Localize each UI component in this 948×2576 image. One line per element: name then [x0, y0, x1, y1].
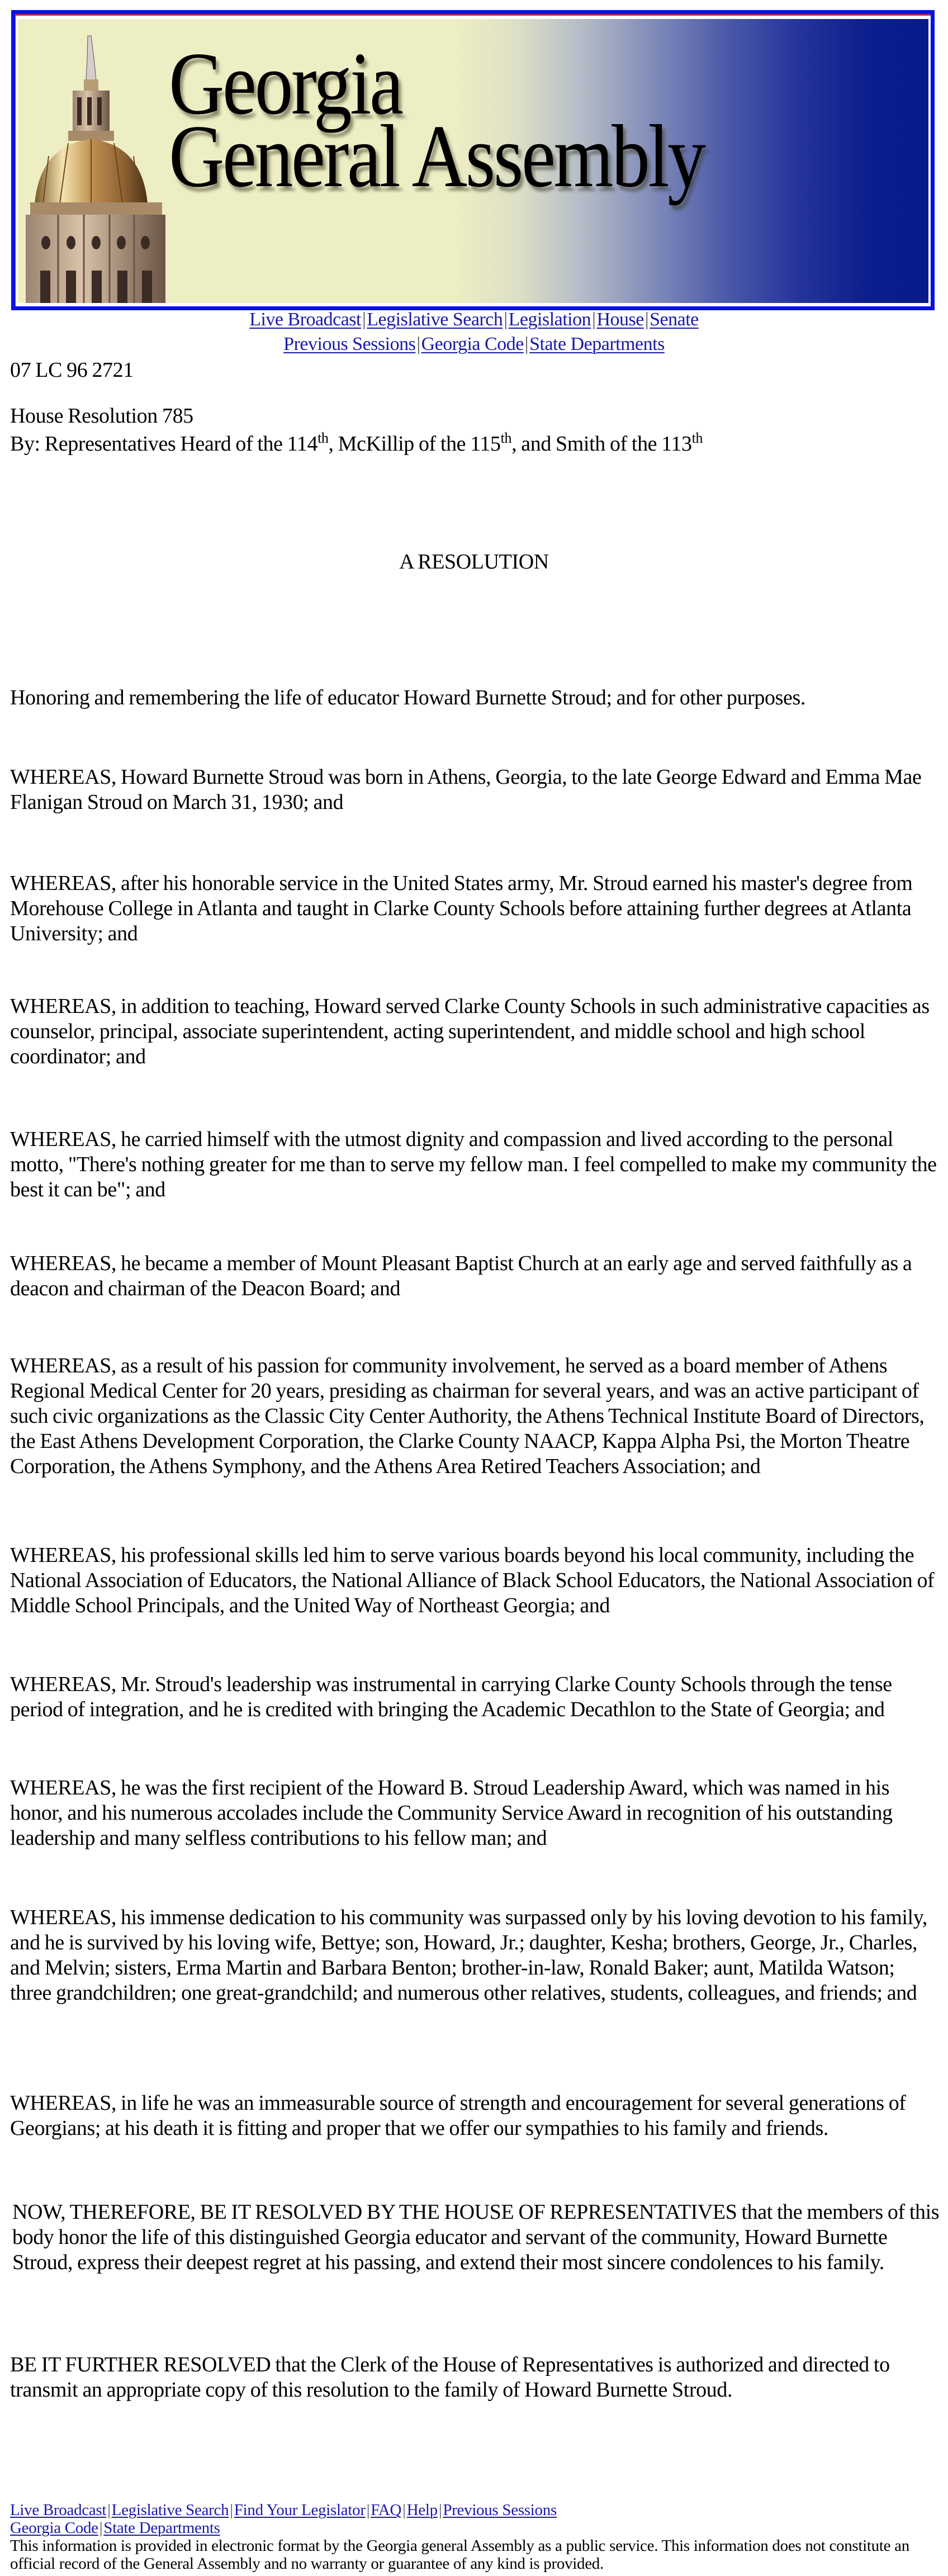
nav-separator: |: [362, 309, 366, 330]
sponsors-text: , and Smith of the 113: [511, 432, 692, 456]
footer-separator: |: [99, 2519, 103, 2537]
whereas-clause: WHEREAS, his professional skills led him to serve various boards beyond his local community, including the National Association of Educators, the National Alliance of Black School Educators, the National Association of Middle School Principals, and the United Way of Northeast Georgia; and: [10, 1543, 935, 1617]
banner-background: [18, 19, 928, 303]
footer-separator: |: [107, 2501, 111, 2519]
nav-separator: |: [592, 309, 596, 330]
footer-state-departments[interactable]: State Departments: [103, 2519, 220, 2537]
whereas-clause: WHEREAS, his immense dedication to his community was surpassed only by his loving devotion to his family, and he is survived by his loving wife, Bettye; son, Howard, Jr.; daughter, Kesha; brothers, George, Jr., Charles, and Melvin; sisters, Erma Martin and Barbara Benton; brother-in-law, Ronald Baker; aunt, Matilda Watson; three grandchildren; one great-grandchild; and numerous other relatives, students, colleagues, and friends; and: [10, 1906, 927, 2005]
nav-senate[interactable]: Senate: [650, 309, 699, 330]
nav-state-departments[interactable]: State Departments: [529, 334, 665, 354]
site-banner: [11, 10, 935, 310]
resolved-clause: NOW, THEREFORE, BE IT RESOLVED BY THE HOUSE OF REPRESENTATIVES that the members of this body honor the life of this distinguished Georgia educator and servant of the community, Howard Burnette Stroud, express their deepest regret at his passing, and extend their most sincere condolences to his family.: [12, 2200, 940, 2274]
nav-separator: |: [644, 309, 649, 330]
resolution-caption: Honoring and remembering the life of educator Howard Burnette Stroud; and for other purposes.: [10, 686, 805, 709]
whereas-clause: WHEREAS, in life he was an immeasurable source of strength and encouragement for several generations of Georgians; at his death it is fitting and proper that we offer our sympathies to his family and friends.: [10, 2091, 906, 2140]
whereas-clause: WHEREAS, in addition to teaching, Howard served Clarke County Schools in such administrative capacities as counselor, principal, associate superintendent, acting superintendent, and middle school and high school coordinator; and: [10, 995, 930, 1068]
further-resolved-clause: BE IT FURTHER RESOLVED that the Clerk of the House of Representatives is authorized and directed to transmit an appropriate copy of this resolution to the family of Howard Burnette Stroud.: [10, 2353, 890, 2402]
top-nav-row2: [0, 333, 948, 356]
nav-separator: |: [504, 309, 508, 330]
footer-live-broadcast[interactable]: Live Broadcast: [10, 2501, 107, 2519]
footer-nav-row1: [10, 2501, 938, 2519]
footer-separator: |: [438, 2501, 442, 2519]
site-title-line1: Georgia: [169, 34, 402, 133]
nav-house[interactable]: House: [596, 309, 644, 330]
bill-number: House Resolution 785: [10, 404, 193, 428]
site-title-line2: General Assembly: [169, 106, 704, 206]
footer-nav-row2: [10, 2519, 938, 2537]
nav-separator: |: [524, 334, 529, 354]
footer: [10, 2501, 938, 2573]
footer-separator: |: [230, 2501, 233, 2519]
top-nav-row1: [0, 309, 948, 331]
site-title: [169, 34, 704, 206]
footer-georgia-code[interactable]: Georgia Code: [10, 2519, 98, 2537]
banner-frame: [15, 14, 931, 306]
whereas-clause: WHEREAS, as a result of his passion for community involvement, he served as a board member of Athens Regional Medical Center for 20 years, presiding as chairman for several years, and was an active participant of such civic organizations as the Classic City Center Authority, the Athens Technical Institute Board of Directors, the East Athens Development Corporation, the Clarke County NAACP, Kappa Alpha Psi, the Morton Theatre Corporation, the Athens Symphony, and the Athens Area Retired Teachers Association; and: [10, 1354, 925, 1478]
nav-previous-sessions[interactable]: Previous Sessions: [283, 334, 416, 354]
nav-legislative-search[interactable]: Legislative Search: [367, 309, 503, 330]
ordinal-suffix: th: [691, 430, 703, 446]
whereas-clause: WHEREAS, he became a member of Mount Pleasant Baptist Church at an early age and served faithfully as a deacon and chairman of the Deacon Board; and: [10, 1252, 912, 1300]
nav-georgia-code[interactable]: Georgia Code: [421, 334, 524, 354]
capitol-dome-icon: [18, 19, 186, 303]
footer-previous-sessions[interactable]: Previous Sessions: [443, 2501, 557, 2519]
whereas-clause: WHEREAS, Howard Burnette Stroud was born in Athens, Georgia, to the late George Edward and Emma Mae Flanigan Stroud on March 31, 1930; and: [10, 765, 922, 814]
sponsors-text: By: Representatives Heard of the 114: [10, 432, 318, 456]
footer-faq[interactable]: FAQ: [371, 2501, 402, 2519]
footer-separator: |: [366, 2501, 370, 2519]
footer-legislative-search[interactable]: Legislative Search: [111, 2501, 229, 2519]
footer-find-your-legislator[interactable]: Find Your Legislator: [234, 2501, 366, 2519]
sponsors-text: , McKillip of the 115: [328, 432, 501, 456]
nav-legislation[interactable]: Legislation: [508, 309, 591, 330]
nav-separator: |: [416, 334, 420, 354]
footer-help[interactable]: Help: [406, 2501, 438, 2519]
nav-live-broadcast[interactable]: Live Broadcast: [249, 309, 361, 330]
ordinal-suffix: th: [317, 430, 329, 446]
ordinal-suffix: th: [500, 430, 512, 446]
whereas-clause: WHEREAS, after his honorable service in the United States army, Mr. Stroud earned his master's degree from Morehouse College in Atlanta and taught in Clarke County Schools before attaining further degrees at Atlanta University; and: [10, 872, 913, 945]
document-code: 07 LC 96 2721: [10, 358, 134, 382]
sponsors-line: [10, 432, 939, 457]
resolution-heading: A RESOLUTION: [399, 550, 549, 574]
whereas-clause: WHEREAS, he was the first recipient of the Howard B. Stroud Leadership Award, which was named in his honor, and his numerous accolades include the Community Service Award in recognition of his outstanding leadership and many selfless contributions to his fellow man; and: [10, 1776, 893, 1850]
footer-separator: |: [402, 2501, 406, 2519]
whereas-clause: WHEREAS, Mr. Stroud's leadership was instrumental in carrying Clarke County Schools through the tense period of integration, and he is credited with bringing the Academic Decathlon to the State of Georgia; and: [10, 1673, 892, 1721]
footer-disclaimer: This information is provided in electronic format by the Georgia general Assembly as a public service. This information does not constitute an official record of the General Assembly and no warranty or guarantee of any kind is provided.: [10, 2537, 909, 2573]
whereas-clause: WHEREAS, he carried himself with the utmost dignity and compassion and lived according to the personal motto, "There's nothing greater for me than to serve my fellow man. I feel compelled to make my community the best it can be"; and: [10, 1128, 937, 1201]
